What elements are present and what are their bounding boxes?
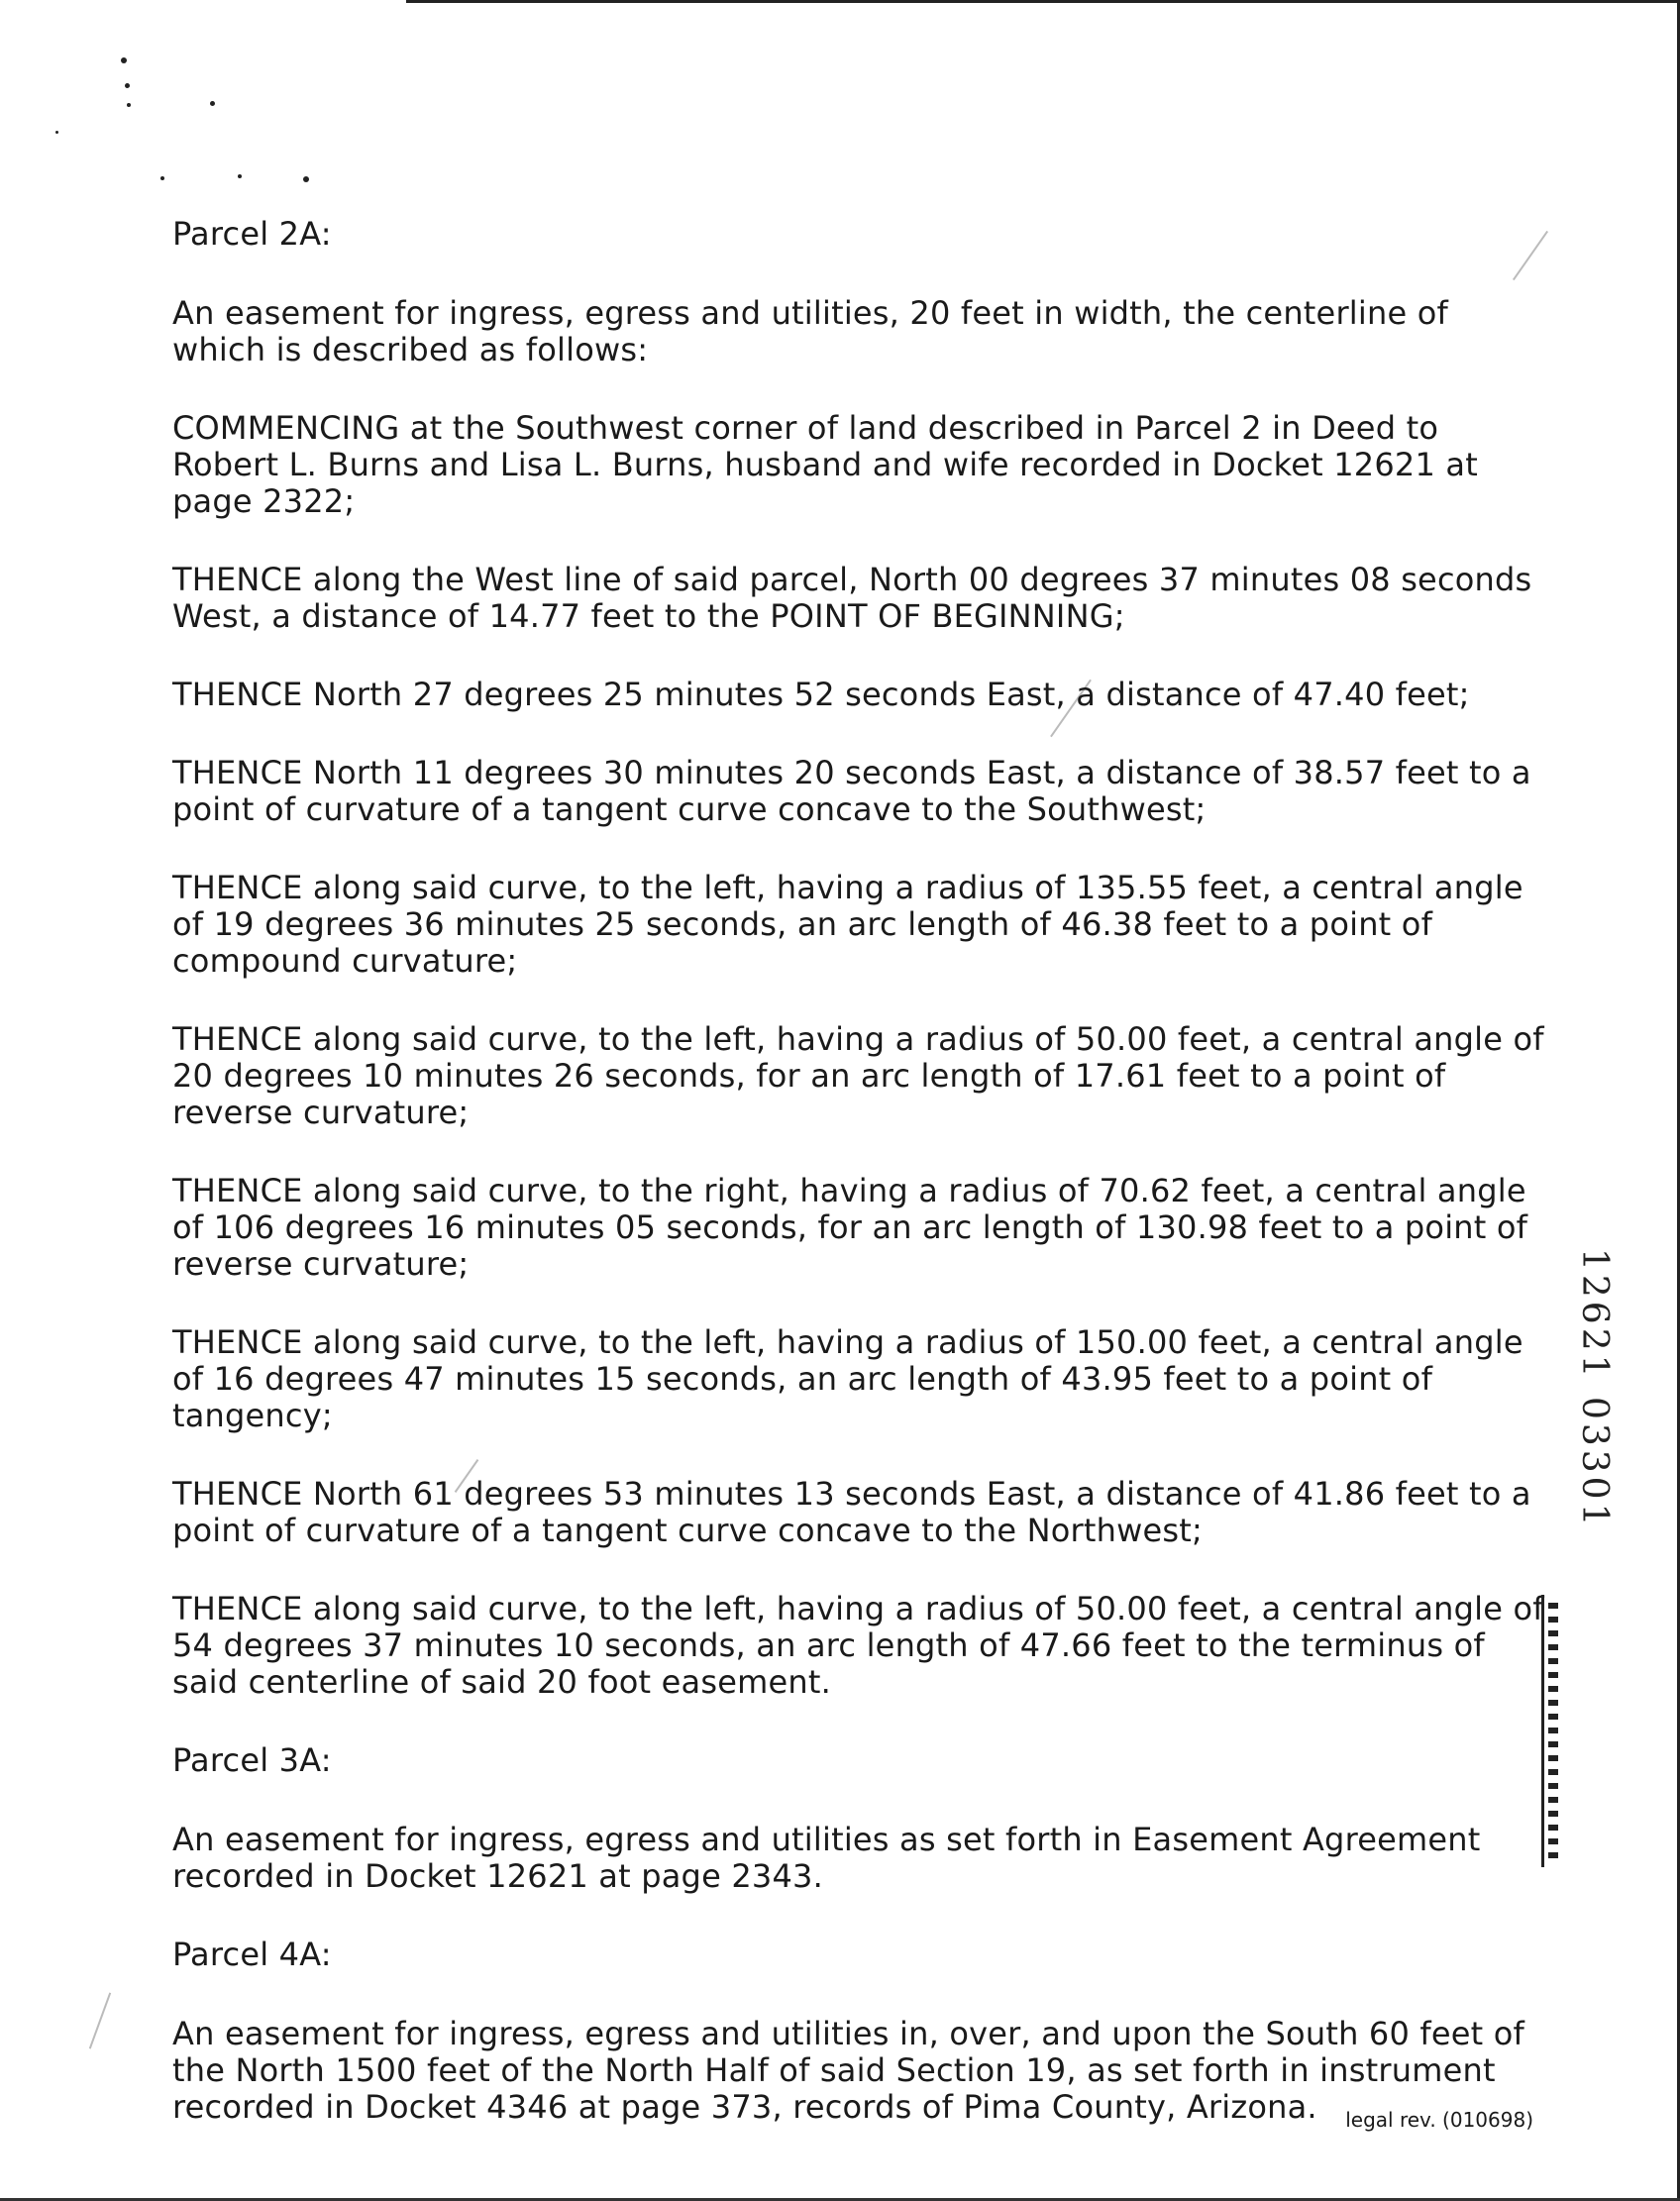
scan-speck bbox=[210, 101, 215, 106]
paragraph: An easement for ingress, egress and utilities, 20 feet in width, the centerline of which is described as follows: bbox=[172, 294, 1448, 368]
scan-speck bbox=[55, 131, 58, 134]
parcel-heading: Parcel 3A: bbox=[172, 1741, 332, 1779]
scan-speck bbox=[121, 57, 127, 63]
paragraph: An easement for ingress, egress and utilities in, over, and upon the South 60 feet of the North 1500 feet of the North Half of said Section 19, as set forth in instrument recorded in Docket 4346 at page 373, records of Pima County, Arizona. bbox=[172, 2015, 1525, 2126]
paragraph: THENCE along the West line of said parcel, North 00 degrees 37 minutes 08 seconds West, a distance of 14.77 feet to the POINT OF BEGINNING; bbox=[172, 561, 1532, 635]
paragraph: THENCE North 61 degrees 53 minutes 13 seconds East, a distance of 41.86 feet to a point of curvature of a tangent curve concave to the Northwest; bbox=[172, 1475, 1531, 1549]
paragraph: THENCE along said curve, to the left, having a radius of 50.00 feet, a central angle of 54 degrees 37 minutes 10 seconds, an arc length of 47.66 feet to the terminus of said centerline of said 20 foot easement. bbox=[172, 1590, 1544, 1701]
legal-description bbox=[172, 216, 1549, 2167]
paragraph: An easement for ingress, egress and utilities as set forth in Easement Agreement recorded in Docket 12621 at page 2343. bbox=[172, 1821, 1481, 1895]
parcel-heading: Parcel 4A: bbox=[172, 1936, 332, 1973]
parcel-heading: Parcel 2A: bbox=[172, 215, 332, 253]
scan-speck bbox=[125, 83, 130, 88]
scan-stroke bbox=[89, 1992, 111, 2048]
scan-speck bbox=[160, 176, 164, 180]
paragraph: COMMENCING at the Southwest corner of land described in Parcel 2 in Deed to Robert L. Burns and Lisa L. Burns, husband and wife recorded in Docket 12621 at page 2322; bbox=[172, 409, 1478, 520]
paragraph: THENCE along said curve, to the left, having a radius of 150.00 feet, a central angle of 16 degrees 47 minutes 15 seconds, an arc length of 43.95 feet to a point of tangency; bbox=[172, 1323, 1523, 1434]
paragraph: THENCE North 27 degrees 25 minutes 52 seconds East, a distance of 47.40 feet; bbox=[172, 676, 1470, 713]
scan-speck bbox=[238, 174, 242, 178]
scan-speck bbox=[127, 103, 131, 107]
paragraph: THENCE along said curve, to the left, having a radius of 50.00 feet, a central angle of 20 degrees 10 minutes 26 seconds, for an arc length of 17.61 feet to a point of reverse curvature; bbox=[172, 1020, 1544, 1131]
docket-stamp: 12621 03301 bbox=[1574, 1248, 1615, 1530]
footer-revision: legal rev. (010698) bbox=[1345, 2108, 1533, 2132]
paragraph: THENCE along said curve, to the right, having a radius of 70.62 feet, a central angle of 106 degrees 16 minutes 05 seconds, for an arc length of 130.98 feet to a point of reverse curvature; bbox=[172, 1172, 1528, 1283]
scan-speck bbox=[303, 176, 309, 182]
paragraph: THENCE North 11 degrees 30 minutes 20 seconds East, a distance of 38.57 feet to a point of curvature of a tangent curve concave to the Southwest; bbox=[172, 754, 1531, 828]
recorder-mark bbox=[1541, 1595, 1566, 1867]
paragraph: THENCE along said curve, to the left, having a radius of 135.55 feet, a central angle of 19 degrees 36 minutes 25 seconds, an arc length of 46.38 feet to a point of compound curvature; bbox=[172, 869, 1523, 980]
scan-edge-top bbox=[406, 0, 1680, 3]
